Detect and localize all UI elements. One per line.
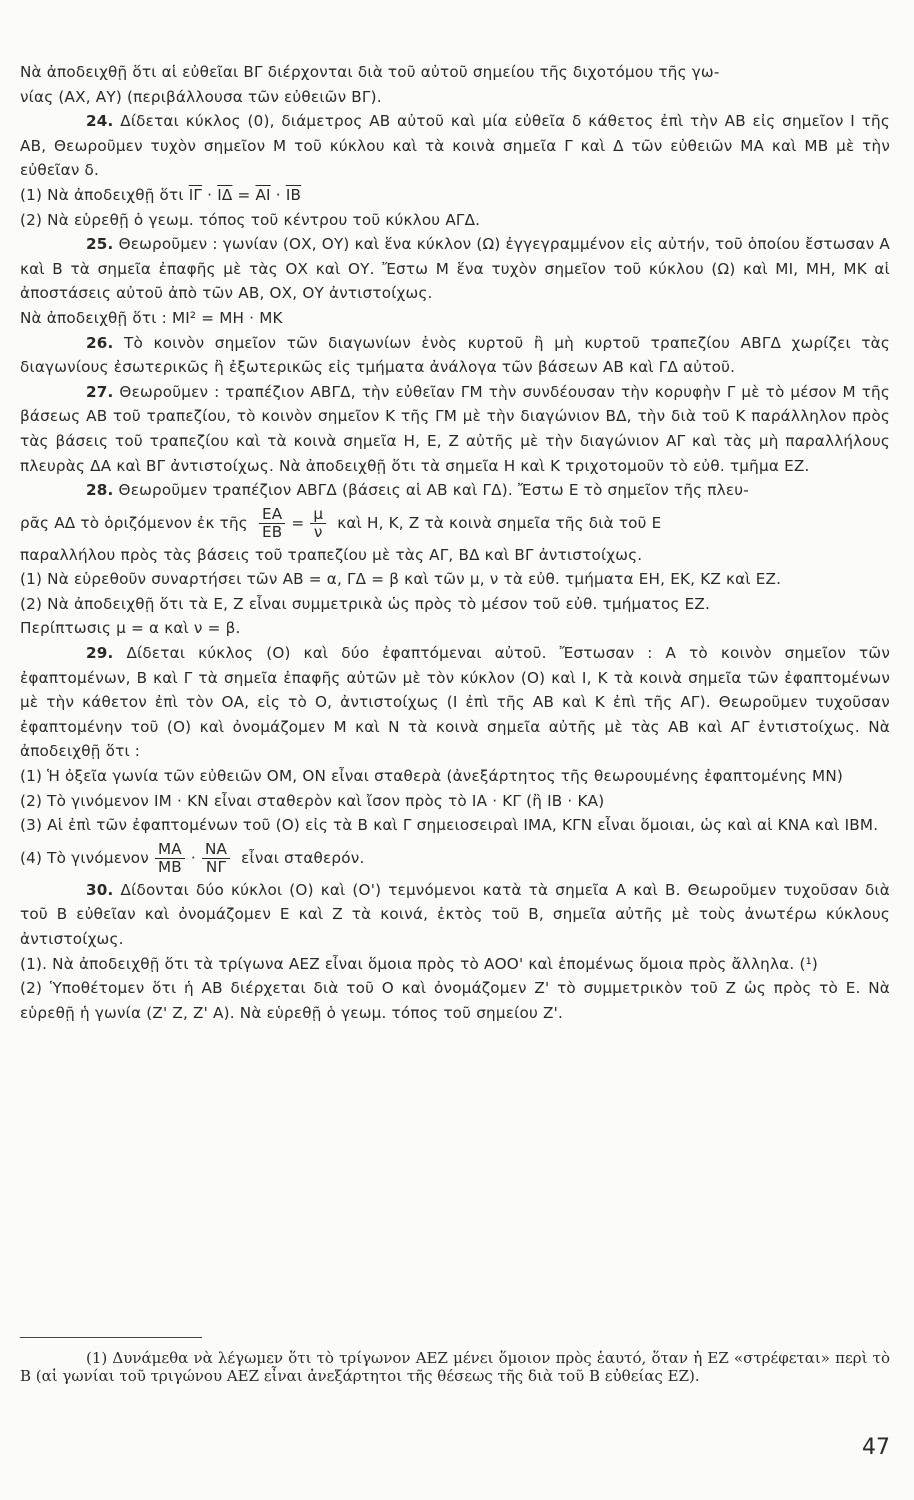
- exercise-30: 30. Δίδονται δύο κύκλοι (Ο) καὶ (Ο') τεμνόμενοι κατὰ τὰ σημεῖα Α καὶ Β. Θεωροῦμεν τυχοῦσαν διὰ τοῦ Β εὐθεῖαν καὶ ὀνομάζομεν Ε καὶ Ζ τὰ κοινά, ἐκτὸς τοῦ Β, σημεῖα αὐτῆς μὲ τοὺς ἀνωτέρω κύκλους ἀντιστοίχως.: [20, 880, 890, 948]
- fraction-ma-mb: $\frac{MA}{MB}$: [155, 841, 185, 876]
- fraction-mu-nu: $\frac{\mu}{\nu}$: [310, 506, 326, 541]
- exercise-28-case: Περίπτωσις μ = α καὶ ν = β.: [20, 619, 241, 638]
- exercise-24-part-2: (2) Νὰ εὑρεθῇ ὁ γεωμ. τόπος τοῦ κέντρου τοῦ κύκλου ΑΓΔ.: [20, 210, 481, 229]
- exercise-29-part-2: (2) Τὸ γινόμενον ΙΜ · ΚΝ εἶναι σταθερὸν καὶ ἴσον πρὸς τὸ ΙΑ · ΚΓ (ἢ ΙΒ · ΚΑ): [20, 791, 605, 810]
- exercise-24-part-1: (1) Νὰ ἀποδειχθῇ ὅτι $\overline{I\Gamma} \cdot \overline{I\Delta} = \overline{AI} \cdot \overline{IB}$: [20, 185, 302, 204]
- continuation-line-1: Νὰ ἀποδειχθῇ ὅτι αἱ εὐθεῖαι ΒΓ διέρχονται διὰ τοῦ αὐτοῦ σημείου τῆς διχοτόμου τῆς γω-: [20, 63, 720, 81]
- fraction-na-ng: $\frac{NA}{N\Gamma}$: [202, 841, 230, 876]
- exercise-28: 28. Θεωροῦμεν τραπέζιον ΑΒΓΔ (βάσεις αἱ ΑΒ καὶ ΓΔ). Ἔστω Ε τὸ σημεῖον τῆς πλευ-: [86, 481, 749, 500]
- footnote-separator: [20, 1337, 202, 1338]
- footnote: [20, 1350, 890, 1385]
- exercise-28-part-2: (2) Νὰ ἀποδειχθῇ ὅτι τὰ Ε, Ζ εἶναι συμμετρικὰ ὡς πρὸς τὸ μέσον τοῦ εὐθ. τμήματος ΕΖ.: [20, 594, 711, 613]
- exercise-26: 26. Τὸ κοινὸν σημεῖον τῶν διαγωνίων ἑνὸς κυρτοῦ ἢ μὴ κυρτοῦ τραπεζίου ΑΒΓΔ χωρίζει τὰς διαγωνίους ἐσωτερικῶς ἢ ἐξωτερικῶς εἰς τμήματα ἀνάλογα τῶν βάσεων ΑΒ καὶ ΓΔ αὐτοῦ.: [20, 333, 890, 377]
- exercise-28-line-3: παραλλήλου πρὸς τὰς βάσεις τοῦ τραπεζίου μὲ τὰς ΑΓ, ΒΔ καὶ ΒΓ ἀντιστοίχως.: [20, 545, 643, 564]
- exercise-25-conclusion: Νὰ ἀποδειχθῇ ὅτι : ΜΙ² = ΜΗ · ΜΚ: [20, 308, 283, 327]
- exercise-29-part-1: (1) Ἡ ὀξεῖα γωνία τῶν εὐθειῶν ΟΜ, ΟΝ εἶναι σταθερὰ (ἀνεξάρτητος τῆς θεωρουμένης ἐφαπτομένης ΜΝ): [20, 767, 844, 786]
- continuation-line-2: νίας (ΑΧ, ΑΥ) (περιβάλλουσα τῶν εὐθειῶν ΒΓ).: [20, 87, 382, 106]
- exercise-text: [20, 60, 890, 1025]
- exercise-24: 24. Δίδεται κύκλος (0), διάμετρος ΑΒ αὐτοῦ καὶ μία εὐθεῖα δ κάθετος ἐπὶ τὴν ΑΒ εἰς σημεῖον Ι τῆς ΑΒ, Θεωροῦμεν τυχὸν σημεῖον Μ τοῦ κύκλου καὶ τὰ κοινὰ σημεῖα Γ καὶ Δ τῶν εὐθειῶν ΜΑ καὶ ΜΒ μὲ τὴν εὐθεῖαν δ.: [20, 112, 890, 180]
- exercise-30-part-2: (2) Ὑποθέτομεν ὅτι ἡ ΑΒ διέρχεται διὰ τοῦ Ο καὶ ὀνομάζομεν Ζ' τὸ συμμετρικὸν τοῦ Ζ ὡς πρὸς τὸ Ε. Νὰ εὑρεθῇ ἡ γωνία (Ζ' Ζ, Ζ' Α). Νὰ εὑρεθῇ ὁ γεωμ. τόπος τοῦ σημείου Ζ'.: [20, 979, 890, 1022]
- exercise-29-part-4: (4) Τὸ γινόμενον $\frac{MA}{MB}$ · $\frac{NA}{N\Gamma}$ εἶναι σταθερόν.: [20, 839, 365, 876]
- exercise-27: 27. Θεωροῦμεν : τραπέζιον ΑΒΓΔ, τὴν εὐθεῖαν ΓΜ τὴν συνδέουσαν τὴν κορυφὴν Γ μὲ τὸ μέσον Μ τῆς βάσεως ΑΒ τοῦ τραπεζίου, τὸ κοινὸν σημεῖον Κ τῆς ΓΜ μὲ τὴν διαγώνιον ΒΔ, τὴν διὰ τοῦ Κ παράλληλον πρὸς τὰς βάσεις τοῦ τραπεζίου καὶ τὰ κοινὰ σημεῖα Η, Ε, Ζ αὐτῆς μὲ τὴν διαγώνιον ΑΓ καὶ τὰς μὴ παραλλήλους πλευρὰς ΔΑ καὶ ΒΓ ἀντιστοίχως. Νὰ ἀποδειχθῇ ὅτι τὰ σημεῖα Η καὶ Κ τριχοτομοῦν τὸ εὐθ. τμῆμα ΕΖ.: [20, 382, 890, 475]
- fraction-ea-eb: $\frac{EA}{EB}$: [259, 506, 285, 541]
- exercise-29-part-3: (3) Αἱ ἐπὶ τῶν ἐφαπτομένων τοῦ (Ο) εἰς τὰ Β καὶ Γ σημειοσειραὶ ΙΜΑ, ΚΓΝ εἶναι ὅμοιαι, ὡς καὶ αἱ ΚΝΑ καὶ ΙΒΜ.: [20, 816, 879, 835]
- exercise-29: 29. Δίδεται κύκλος (Ο) καὶ δύο ἐφαπτόμεναι αὐτοῦ. Ἔστωσαν : Α τὸ κοινὸν σημεῖον τῶν ἐφαπτομένων, Β καὶ Γ τὰ σημεῖα ἐπαφῆς αὐτῶν μὲ τὸν κύκλον (Ο) καὶ Ι, Κ τὰ κοινὰ σημεῖα τῶν ἐφαπτομένων μὲ τὴν κάθετον ἐπὶ τὸν ΟΑ, εἰς τὸ Ο, ἀντιστοίχως (Ι ἐπὶ τῆς ΑΒ καὶ Κ ἐπὶ τῆς ΑΓ). Θεωροῦμεν τυχοῦσαν ἐφαπτομένην τοῦ (Ο) καὶ ὀνομάζομεν Μ καὶ Ν τὰ κοινὰ σημεῖα αὐτῆς μὲ τὰς ΑΒ καὶ ΑΓ ἐντιστοίχως. Νὰ ἀποδειχθῇ ὅτι :: [20, 644, 890, 761]
- exercise-28-ratio-line: ρᾶς ΑΔ τὸ ὁριζόμενον ἐκ τῆς $\frac{EA}{EB}$ = $\frac{\mu}{\nu}$ καὶ Η, Κ, Ζ τὰ κοινὰ σημεῖα τῆς διὰ τοῦ Ε: [20, 504, 662, 541]
- exercise-25: 25. Θεωροῦμεν : γωνίαν (ΟΧ, ΟΥ) καὶ ἕνα κύκλον (Ω) ἐγγεγραμμένον εἰς αὐτήν, τοῦ ὁποίου ἔστωσαν Α καὶ Β τὰ σημεῖα ἐπαφῆς μὲ τὰς ΟΧ καὶ ΟΥ. Ἔστω Μ ἕνα τυχὸν σημεῖον τοῦ κύκλου (Ω) καὶ ΜΙ, ΜΗ, ΜΚ αἱ ἀποστάσεις αὐτοῦ ἀπὸ τῶν ΑΒ, ΟΧ, ΟΥ ἀντιστοίχως.: [20, 235, 890, 303]
- footnote-text: (1) Δυνάμεθα νὰ λέγωμεν ὅτι τὸ τρίγωνον ΑΕΖ μένει ὅμοιον πρὸς ἑαυτό, ὅταν ἡ ΕΖ «στρέφεται» περὶ τὸ Β (αἱ γωνίαι τοῦ τριγώνου ΑΕΖ εἶναι ἀνεξάρτητοι τῆς θέσεως τῆς διὰ τοῦ Β εὐθείας ΕΖ).: [20, 1349, 890, 1385]
- page-number: 47: [862, 1435, 890, 1460]
- exercise-30-part-1: (1). Νὰ ἀποδειχθῇ ὅτι τὰ τρίγωνα ΑΕΖ εἶναι ὅμοια πρὸς τὸ ΑΟΟ' καὶ ἑπομένως ὅμοια πρὸς ἄλληλα. (¹): [20, 954, 818, 973]
- exercise-28-part-1: (1) Νὰ εὑρεθοῦν συναρτήσει τῶν ΑΒ = α, ΓΔ = β καὶ τῶν μ, ν τὰ εὐθ. τμήματα ΕΗ, ΕΚ, ΚΖ καὶ ΕΖ.: [20, 570, 782, 589]
